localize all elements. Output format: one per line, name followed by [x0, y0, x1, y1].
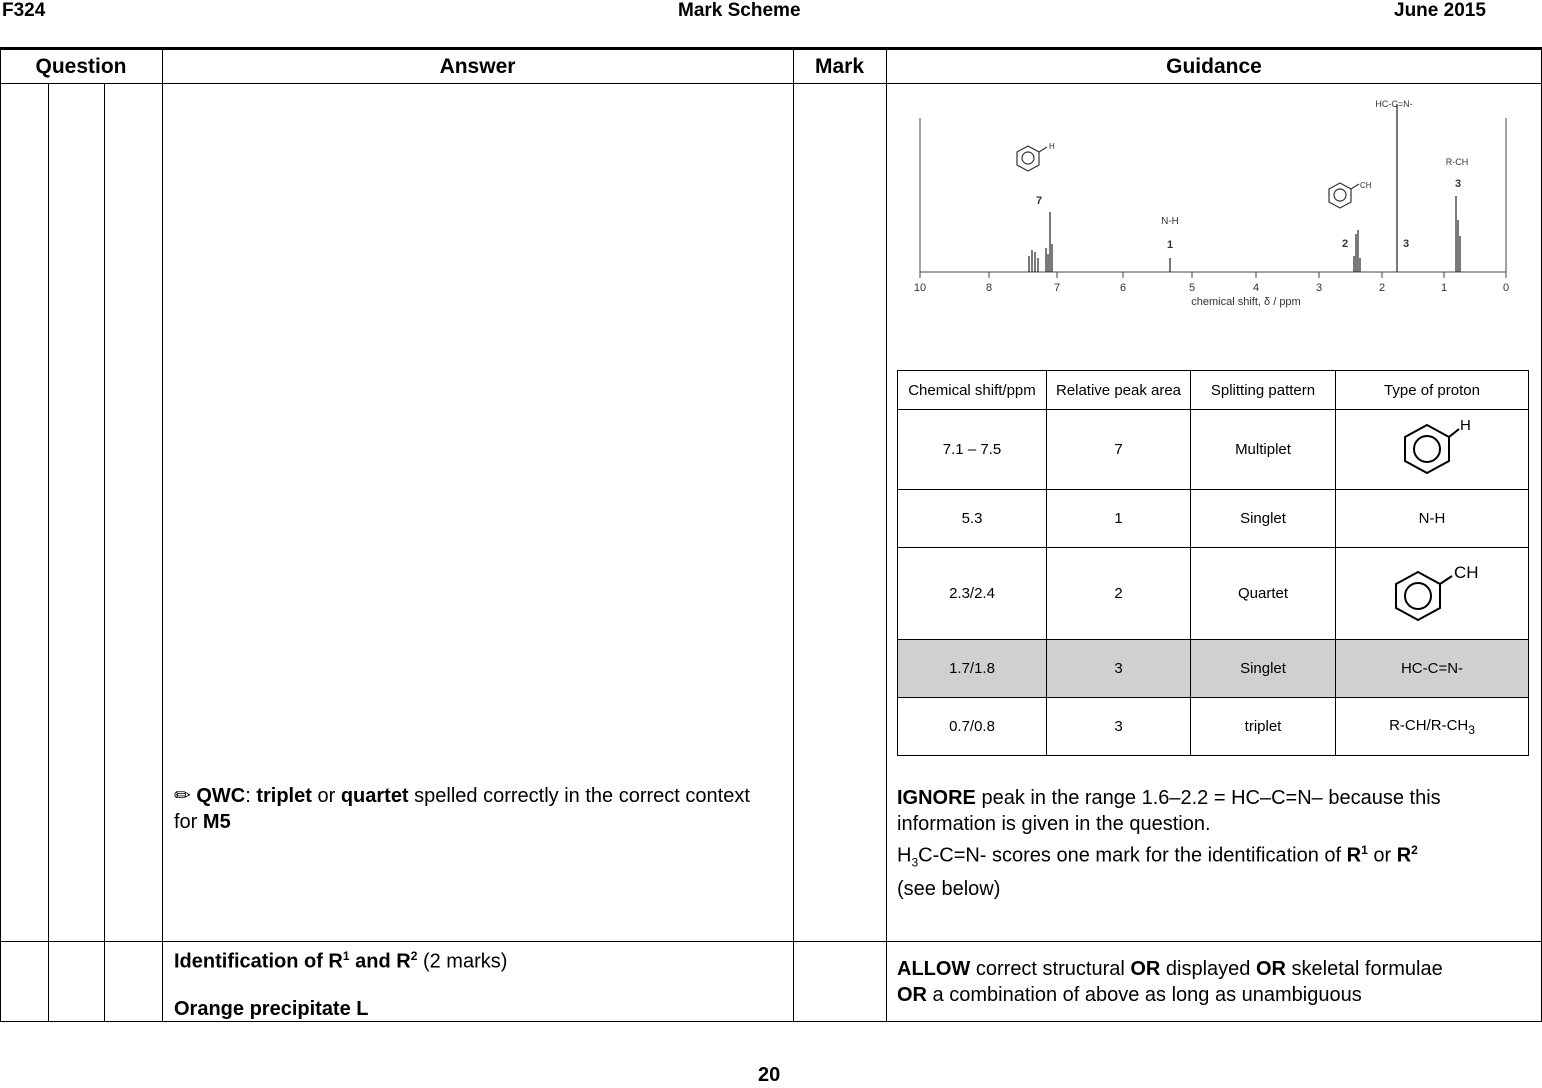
benzyl-ch-text: CH	[1454, 562, 1479, 582]
r2-label: R	[1396, 844, 1412, 867]
column-answer: Answer	[439, 55, 516, 78]
or-word: OR	[1130, 958, 1161, 980]
peak-area-label: 3	[1402, 238, 1410, 250]
ident-marks: (2 marks)	[417, 950, 508, 973]
spectrum-annotations	[1017, 99, 1468, 251]
phenyl-h-text: H	[1460, 416, 1471, 434]
cell-area: 3	[1047, 698, 1191, 756]
ignore-label: IGNORE	[897, 787, 976, 809]
triplet-word: triplet	[256, 785, 312, 807]
h3c-prefix: H	[897, 844, 912, 867]
cell-proton: $R-CH/R-CH_3$	[1336, 698, 1529, 756]
cell-proton	[1336, 548, 1529, 640]
qwc-context: spelled correctly in the correct context for	[174, 785, 750, 833]
benzyl-ch-structure-icon	[1382, 552, 1482, 632]
phenyl-h-structure-icon	[1387, 415, 1477, 481]
see-below: (see below)	[897, 877, 1001, 900]
ignore-text: peak in the range 1.6–2.2 = HC–C=N– because this information is given in the question.	[897, 787, 1441, 835]
column-question: Question	[35, 55, 127, 78]
header-chemical-shift: Chemical shift/ppm	[898, 371, 1047, 410]
allow-guidance	[897, 956, 1533, 1008]
peak-area-label: 3	[1454, 178, 1462, 190]
rch-text: R-CH/R-CH	[1389, 716, 1469, 734]
m5-label: M5	[202, 811, 231, 833]
peak-area-label: 2	[1341, 238, 1349, 250]
ident-and: and R	[349, 950, 411, 973]
nmr-spectrum	[900, 90, 1530, 320]
pencil-icon: ✏	[174, 785, 191, 807]
cell-shift: 7.1 – 7.5	[898, 410, 1047, 490]
column-mark: Mark	[814, 55, 865, 78]
table-row	[898, 640, 1529, 698]
allow-text: correct structural	[970, 958, 1131, 980]
x-tick-label: 10	[913, 282, 927, 294]
cell-proton: N-H	[1336, 490, 1529, 548]
document-code: F324	[2, 0, 46, 21]
cell-shift: 5.3	[898, 490, 1047, 548]
or-word: OR	[1255, 958, 1286, 980]
cell-split: Quartet	[1191, 548, 1336, 640]
table-row	[898, 410, 1529, 490]
column-guidance: Guidance	[1166, 55, 1262, 78]
qwc-answer	[174, 783, 774, 835]
phenyl-h-label: H	[1049, 142, 1055, 151]
peak-area-label: 1	[1166, 239, 1174, 251]
x-tick-label: 1	[1440, 282, 1448, 294]
benzene-ring-icon	[1329, 183, 1359, 208]
x-tick-label: 8	[985, 282, 993, 294]
document-date: June 2015	[1394, 0, 1486, 21]
header-proton-type: Type of proton	[1336, 371, 1529, 410]
x-tick-label: 5	[1188, 282, 1196, 294]
ident-bold: Identification of R	[174, 950, 343, 973]
cell-shift: 0.7/0.8	[898, 698, 1047, 756]
page-number: 20	[758, 1064, 781, 1086]
allow-text: a combination of above as long as unambiguous	[927, 984, 1362, 1006]
document-title: Mark Scheme	[678, 0, 801, 21]
cell-area: 7	[1047, 410, 1191, 490]
rch-label: R-CH	[1445, 157, 1469, 167]
table-row	[898, 548, 1529, 640]
benzyl-ch-label: CH	[1360, 181, 1372, 190]
cell-split: Singlet	[1191, 640, 1336, 698]
qwc-colon: :	[245, 785, 257, 807]
allow-text: displayed	[1160, 958, 1256, 980]
cell-area: 1	[1047, 490, 1191, 548]
orange-precipitate: Orange precipitate L	[174, 998, 369, 1020]
spectrum-ticks	[920, 272, 1506, 278]
nh-label: N-H	[1161, 216, 1179, 227]
ignore-guidance: IGNORE peak in the range 1.6–2.2 = HC–C=N– because this information is given in the question. $H_3C-C=N-$ scores one mark for the identification of $R^1$ or $R^2$ (see below)	[897, 787, 1441, 900]
cell-shift: 2.3/2.4	[898, 548, 1047, 640]
h3c-text: C-C=N- scores one mark for the identification of	[918, 844, 1347, 867]
cell-proton	[1336, 410, 1529, 490]
spectrum-peaks	[1029, 104, 1460, 272]
qwc-label: QWC	[196, 785, 246, 807]
or-word: or	[1367, 844, 1397, 867]
identification-heading: Identification of $R^1$ and $R^2$ (2 marks)	[174, 949, 508, 973]
header-splitting: Splitting pattern	[1191, 371, 1336, 410]
benzene-ring-icon	[1017, 146, 1047, 171]
cell-area: 2	[1047, 548, 1191, 640]
allow-label: ALLOW	[897, 958, 971, 980]
allow-text: skeletal formulae	[1285, 958, 1443, 980]
or-word: or	[311, 785, 341, 807]
cell-area: 3	[1047, 640, 1191, 698]
x-tick-label: 2	[1378, 282, 1386, 294]
r1-label: R	[1346, 844, 1362, 867]
spectrum-axes	[920, 118, 1506, 272]
x-tick-label: 4	[1252, 282, 1260, 294]
x-tick-label: 0	[1502, 282, 1510, 294]
header-relative-area: Relative peak area	[1047, 371, 1191, 410]
table-row	[898, 490, 1529, 548]
cell-split: Singlet	[1191, 490, 1336, 548]
x-tick-label: 3	[1315, 282, 1323, 294]
cell-split: Multiplet	[1191, 410, 1336, 490]
cell-shift: 1.7/1.8	[898, 640, 1047, 698]
cell-split: triplet	[1191, 698, 1336, 756]
x-tick-label: 7	[1053, 282, 1061, 294]
quartet-word: quartet	[340, 785, 409, 807]
nmr-data-table	[897, 370, 1529, 756]
table-row	[898, 698, 1529, 756]
hccn-label: HC-C=N-	[1375, 99, 1413, 109]
table-header-row	[898, 371, 1529, 410]
header-rule	[0, 47, 1542, 50]
x-axis-label: chemical shift, δ / ppm	[1191, 296, 1301, 308]
or-word: OR	[897, 984, 927, 1006]
cell-proton: HC-C=N-	[1336, 640, 1529, 698]
peak-area-label: 7	[1035, 195, 1043, 207]
x-tick-label: 6	[1119, 282, 1127, 294]
